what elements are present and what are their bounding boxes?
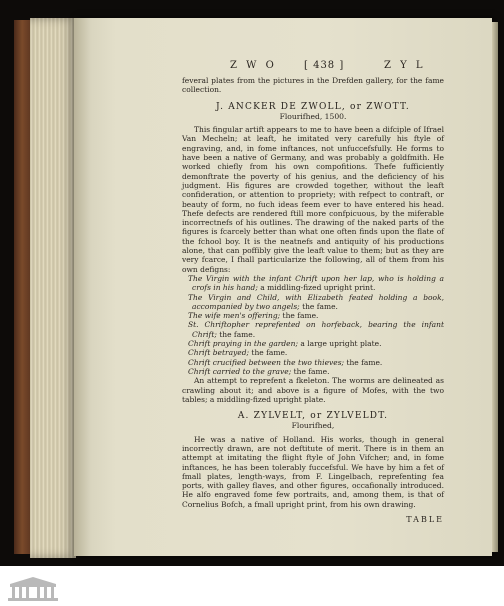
catchword: TABLE [406, 515, 444, 525]
page-right-edge [492, 22, 498, 552]
design-item: Chrift betrayed; the fame. [188, 348, 288, 358]
section-closing: An attempt to reprefent a fkeleton. The worms are delineated as crawling about it; and above is a figure of Mofes, with the two tables; a middling-fized upright plate. [182, 376, 444, 404]
design-item: St. Chriftopher reprefented on horfeback, bearing the infant Chrift; the fame. [188, 320, 444, 339]
page-edges [30, 18, 76, 558]
design-item: The Virgin and Child, with Elizabeth feated holding a book, accompanied by two angels; the fame. [188, 292, 444, 311]
running-header [182, 60, 442, 72]
section-title: J. ANCKER DE ZWOLL, or ZWOTT. [215, 101, 410, 112]
intro-line: feveral plates from the pictures in the Drefden gallery, for the fame collection. [182, 76, 444, 95]
section-subtitle: Flourifhed, 1500. [279, 111, 347, 121]
section-subtitle-2: Flourifhed, [291, 421, 335, 431]
design-item: The Virgin with the infant Chrift upon her lap, who is holding a crofs in his hand; a middling-fized upright print. [188, 273, 444, 293]
library-building-icon [4, 575, 62, 602]
page-number: [ 438 ] [304, 60, 345, 71]
page-content [182, 76, 444, 524]
design-item: Chrift carried to the grave; the fame. [188, 366, 330, 376]
header-left: Z W O [230, 60, 277, 71]
section-body: This fingular artift appears to me to have been a difciple of Ifrael Van Mecheln; at leaft, he imitated very carefully his ftyle of engraving, and, in fome inftances, not unfuccefsfully. He forms to have been a native of Germany, and was probably a goldfmith. He worked chiefly from his own compofitions. Thefe fufficiently demonftrate the poverty of his genius, and the deficiency of his judgment. His figures are crowded together, without the leaft confideration, or attention to propriety; with refpect to contraft, or beauty of form, no fuch ideas feem ever to have entered his head. Thefe defects are rendered ftill more confpicuous, by the miferable incorrectnefs of his outlines. The drawing of the naked parts of the figures is fcarcely better than what one often finds upon the flate of the fchool boy. It is the neatnefs and antiquity of his productions alone, that can poffibly give the leaft value to them; but as they are very fcarce, I fhall particularize the following, all of them from his own defigns: [182, 125, 444, 274]
section-title-2: A. ZYLVELT, or ZYLVELDT. [237, 411, 389, 422]
design-item: Chrift praying in the garden; a large upright plate. [188, 339, 382, 349]
section-body-2: He was a native of Holland. His works, though in general incorrectly drawn, are not deftitute of merit. There is in them an attempt at imitating the flight ftyle of John Vifcher; and, in fome inftances, he has been tolerably fuccefsful. We have by him a fet of fmall plates, length-ways, from F. Lingelbach, reprefenting fea ports, with galley flaves, and other figures, occafionally introduced. He alfo engraved fome few portraits, and, among them, is that of Cornelius Bofch, a fmall upright print, from his own drawing. [182, 434, 444, 509]
design-item: The wife men's offering; the fame. [188, 311, 319, 321]
viewer-footer [0, 566, 504, 606]
header-right: Z Y L [384, 60, 426, 71]
design-item: Chrift crucified between the two thieves; the fame. [188, 357, 383, 367]
